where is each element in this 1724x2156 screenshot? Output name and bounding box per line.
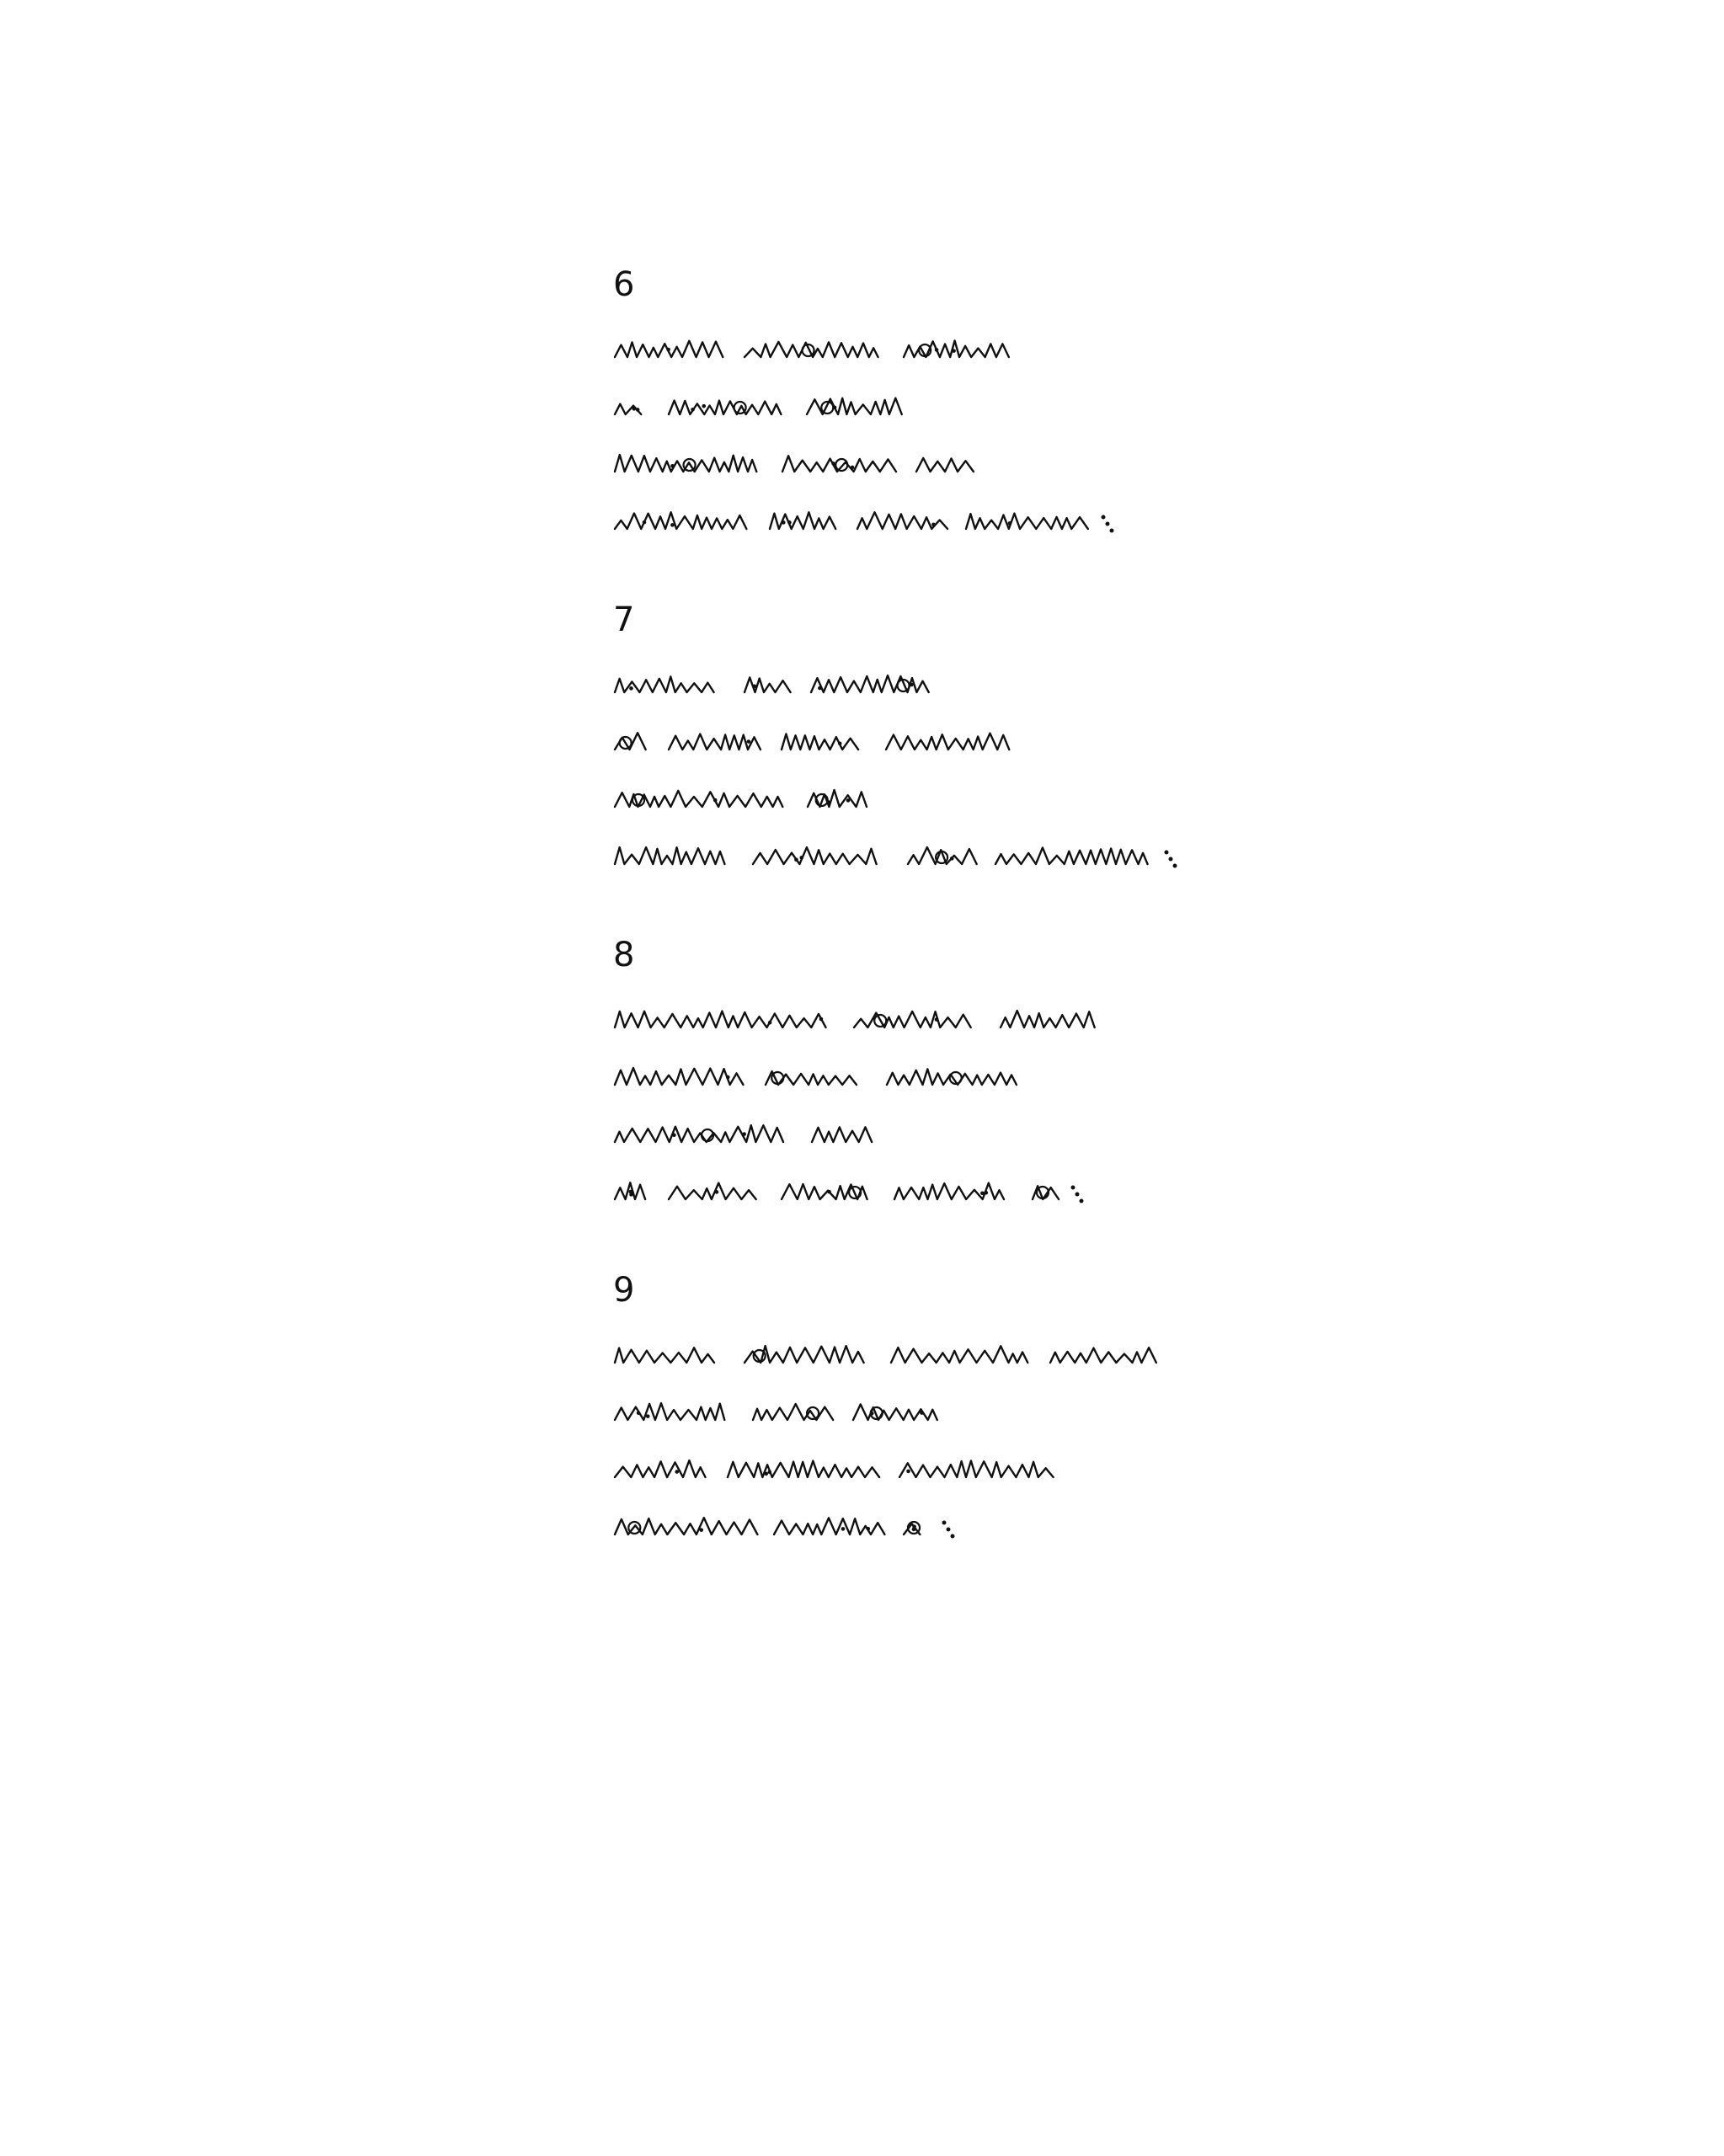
script-line-glyphs <box>613 660 1085 702</box>
script-word <box>1033 1186 1059 1199</box>
verse-line <box>613 1388 634 1445</box>
script-word <box>615 1403 724 1420</box>
stanza-number: 9 <box>613 1271 635 1310</box>
script-line-glyphs <box>613 497 1085 539</box>
script-word <box>615 791 782 807</box>
script-word <box>886 734 1009 750</box>
script-word <box>995 847 1148 864</box>
script-word <box>904 1522 920 1534</box>
script-line-glyphs <box>613 718 1085 760</box>
verse-line <box>613 440 634 497</box>
verse-line <box>613 325 634 382</box>
script-word <box>854 1011 971 1027</box>
verse-line <box>613 1331 634 1388</box>
verse-line <box>613 497 634 554</box>
script-word <box>770 512 835 529</box>
script-word <box>853 1404 937 1420</box>
stanza-number: 7 <box>613 600 635 639</box>
verse-line <box>613 718 634 775</box>
script-word <box>811 675 929 692</box>
script-word <box>615 455 756 472</box>
verse-line <box>613 832 634 889</box>
script-word <box>1001 1011 1095 1027</box>
verse-end-mark <box>942 1521 955 1539</box>
verse-line <box>613 1053 634 1110</box>
script-line-glyphs <box>613 775 1085 817</box>
script-word <box>782 456 896 472</box>
script-word <box>899 1461 1054 1477</box>
script-word <box>669 1183 756 1199</box>
stanza-8 <box>613 938 634 1225</box>
verse-line <box>613 1445 634 1502</box>
script-word <box>728 1461 879 1477</box>
stanza-6 <box>613 265 635 554</box>
verse-line <box>613 995 634 1053</box>
verse-end-mark <box>1102 515 1114 533</box>
script-line-glyphs <box>613 325 1085 367</box>
script-word <box>615 847 724 864</box>
script-word <box>908 847 977 864</box>
script-line-glyphs <box>613 832 1085 874</box>
script-word <box>615 1460 705 1477</box>
verse-end-mark <box>1071 1186 1084 1203</box>
script-word <box>916 458 974 472</box>
script-word <box>807 398 902 414</box>
script-word <box>782 734 858 750</box>
script-word <box>615 512 746 529</box>
script-word <box>812 1127 872 1142</box>
verse-line <box>613 1502 634 1560</box>
script-word <box>615 341 723 357</box>
script-word <box>615 676 714 692</box>
script-word <box>891 1346 1027 1363</box>
verse-end-mark <box>1165 851 1177 868</box>
script-line-glyphs <box>613 1502 1169 1545</box>
script-line-glyphs <box>613 1053 1085 1095</box>
script-word <box>766 1071 857 1085</box>
script-word <box>669 734 761 750</box>
script-line-glyphs <box>613 1167 1085 1209</box>
script-word <box>615 1068 743 1085</box>
script-word <box>745 1346 864 1363</box>
stanza-7 <box>613 600 635 889</box>
verse-line <box>613 1167 634 1225</box>
script-word <box>894 1183 1004 1199</box>
verse-line <box>613 1110 634 1167</box>
script-line-glyphs <box>613 1331 1169 1373</box>
script-word <box>774 1518 884 1534</box>
stanza-number: 8 <box>613 936 635 974</box>
script-word <box>615 1518 757 1534</box>
script-word <box>966 514 1088 529</box>
verse-line <box>613 775 634 832</box>
script-word <box>615 404 641 414</box>
script-word <box>615 1125 783 1142</box>
verse-line <box>613 382 634 440</box>
script-word <box>615 1182 645 1199</box>
stanza-9 <box>613 1273 634 1560</box>
script-word <box>782 1184 867 1199</box>
stanza-number: 6 <box>613 265 635 304</box>
script-word <box>753 847 877 864</box>
script-word <box>669 401 781 414</box>
script-word <box>615 733 646 750</box>
script-line-glyphs <box>613 995 1085 1038</box>
script-word <box>615 1348 714 1363</box>
script-word <box>808 790 867 807</box>
script-word <box>753 1404 833 1420</box>
verse-line <box>613 660 634 718</box>
script-line-glyphs <box>613 1445 1169 1487</box>
script-word <box>745 342 878 357</box>
script-word <box>904 340 1009 357</box>
script-word <box>887 1069 1017 1085</box>
script-word <box>857 512 947 529</box>
script-word <box>615 1011 826 1027</box>
script-word <box>1050 1348 1156 1363</box>
script-line-glyphs <box>613 382 1085 424</box>
script-word <box>745 677 791 692</box>
script-line-glyphs <box>613 1388 1169 1430</box>
script-line-glyphs <box>613 440 1085 482</box>
script-line-glyphs <box>613 1110 1085 1152</box>
